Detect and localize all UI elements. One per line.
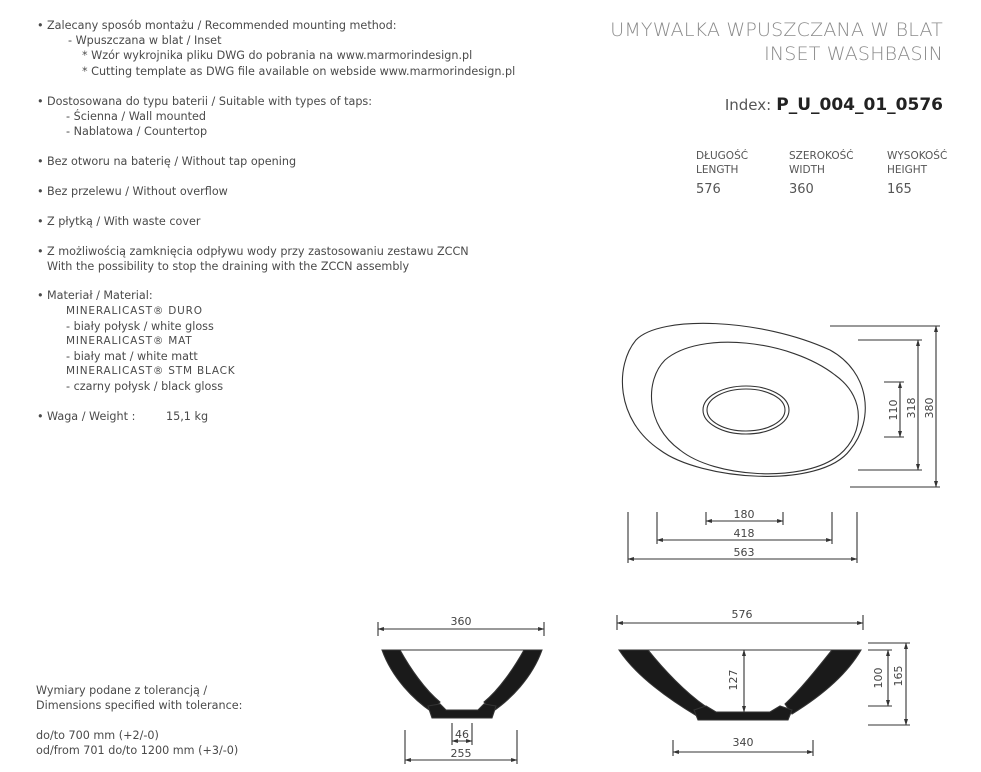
spec-weight-value: 15,1 kg: [166, 410, 209, 423]
spec-mounting: • Zalecany sposób montażu / Recommended mounting method:: [47, 18, 397, 33]
dim-top-418: 418: [733, 527, 755, 540]
dim-length-value: 576: [696, 182, 721, 197]
top-view-drawing: [622, 323, 940, 563]
spec-zccn-2: With the possibility to stop the draining with the ZCCN assembly: [47, 260, 410, 273]
spec-zccn-1: • Z możliwością zamknięcia odpływu wody przy zastosowaniu zestawu ZCCN: [47, 244, 469, 259]
dim-side-255: 255: [450, 747, 472, 760]
dim-top-563: 563: [733, 546, 755, 559]
spec-material-3-desc: - czarny połysk / black gloss: [66, 380, 224, 393]
dim-front-340: 340: [732, 736, 754, 749]
spec-material: • Materiał / Material:: [47, 288, 153, 303]
dim-top-318: 318: [905, 397, 918, 419]
spec-taps-wall: - Ścienna / Wall mounted: [66, 110, 207, 123]
dim-length-label-en: LENGTH: [696, 164, 739, 176]
tolerance-line-4: od/from 701 do/to 1200 mm (+3/-0): [36, 744, 239, 757]
dim-top-180: 180: [733, 508, 755, 521]
dim-width-label-en: WIDTH: [789, 164, 825, 176]
product-title-en: INSET WASHBASIN: [764, 43, 943, 65]
side-view-left-wall: [382, 650, 440, 712]
top-view-bowl: [651, 342, 858, 474]
dim-width-label-pl: SZEROKOŚĆ: [789, 150, 854, 162]
dim-side-360: 360: [450, 615, 472, 628]
spec-no-overflow: • Bez przelewu / Without overflow: [47, 184, 228, 199]
side-view-drawing: [378, 622, 544, 764]
spec-taps: • Dostosowana do typu baterii / Suitable with types of taps:: [47, 94, 372, 109]
top-view-outline: [622, 323, 865, 476]
spec-mounting-sub: - Wpuszczana w blat / Inset: [68, 34, 222, 47]
side-view-base: [428, 704, 496, 718]
dim-width-value: 360: [789, 182, 814, 197]
tolerance-line-2: Dimensions specified with tolerance:: [36, 699, 243, 712]
spec-material-2-name: MINERALICAST® MAT: [66, 335, 193, 347]
spec-mounting-note-2: * Cutting template as DWG file available on webside www.marmorindesign.pl: [82, 65, 516, 78]
product-title-pl: UMYWALKA WPUSZCZANA W BLAT: [610, 19, 943, 41]
dim-length-label-pl: DŁUGOŚĆ: [696, 150, 749, 162]
spec-material-1-desc: - biały połysk / white gloss: [66, 320, 214, 333]
dim-height-label-pl: WYSOKOŚĆ: [887, 150, 948, 162]
spec-taps-counter: - Nablatowa / Countertop: [66, 125, 208, 138]
dim-front-100: 100: [872, 667, 885, 689]
spec-material-2-desc: - biały mat / white matt: [66, 350, 198, 363]
spec-material-1-name: MINERALICAST® DURO: [66, 305, 203, 317]
dim-front-576: 576: [731, 608, 753, 621]
dim-side-46: 46: [455, 728, 469, 741]
spec-no-tap-hole: • Bez otworu na baterię / Without tap opening: [47, 154, 296, 169]
front-view-base: [694, 706, 792, 720]
tolerance-line-1: Wymiary podane z tolerancją /: [36, 684, 208, 697]
dim-height-value: 165: [887, 182, 912, 197]
dim-front-165: 165: [892, 665, 905, 687]
index-value: P_U_004_01_0576: [776, 95, 943, 115]
side-view-right-wall: [484, 650, 542, 712]
top-view-drain-inner: [707, 389, 785, 431]
dim-top-380: 380: [923, 397, 936, 419]
index-label: Index:: [724, 96, 772, 114]
spec-material-3-name: MINERALICAST® STM BLACK: [66, 365, 236, 377]
top-view-drain-outer: [703, 386, 789, 434]
tolerance-line-3: do/to 700 mm (+2/-0): [36, 729, 159, 742]
spec-weight-label: • Waga / Weight :: [47, 409, 135, 424]
front-view-left-wall: [619, 650, 705, 716]
dim-top-110: 110: [887, 399, 900, 421]
front-view-right-wall: [785, 650, 861, 714]
dim-front-127: 127: [727, 669, 740, 691]
dim-height-label-en: HEIGHT: [887, 164, 928, 176]
spec-mounting-note-1: * Wzór wykrojnika pliku DWG do pobrania na www.marmorindesign.pl: [82, 49, 473, 62]
spec-waste-cover: • Z płytką / With waste cover: [47, 214, 200, 229]
front-view-drawing: [617, 615, 910, 756]
